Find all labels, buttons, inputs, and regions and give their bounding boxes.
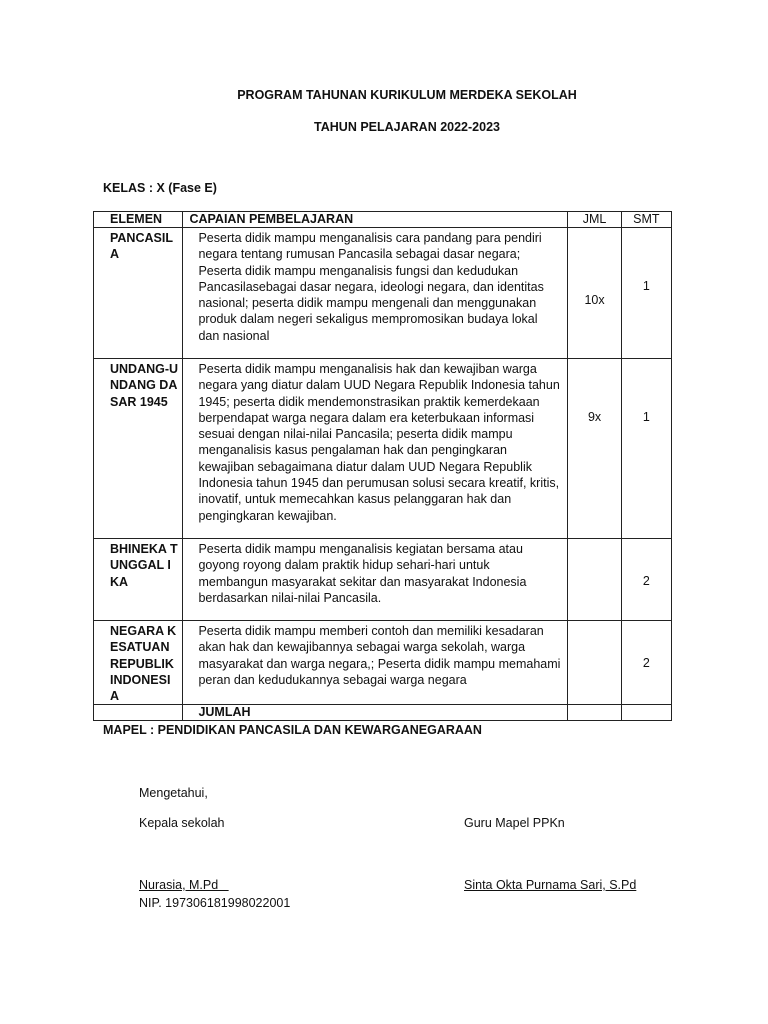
table-row [94, 621, 672, 705]
capaian-cell: Peserta didik mampu memberi contoh dan memiliki kesadaran akan hak dan kewajibannya sebagai warga sekolah, warga masyarakat dan warga negara,; Peserta didik mampu memahami peran dan kedudukannya sebagai warga negara [183, 621, 568, 705]
elemen-cell: BHINEKA TUNGGAL IKA [94, 539, 183, 621]
jml-cell [568, 621, 621, 705]
total-jml-cell [568, 705, 621, 721]
smt-cell: 1 [621, 228, 671, 359]
elemen-cell: PANCASILA [94, 228, 183, 359]
teacher-role: Guru Mapel PPKn [464, 816, 565, 830]
teacher-name: Sinta Okta Purnama Sari, S.Pd [464, 878, 637, 892]
header-smt: SMT [621, 212, 671, 228]
header-jml: JML [568, 212, 621, 228]
total-empty-cell [94, 705, 183, 721]
smt-cell: 1 [621, 359, 671, 539]
smt-cell: 2 [621, 621, 671, 705]
smt-cell: 2 [621, 539, 671, 621]
program-table [93, 211, 672, 721]
total-row [94, 705, 672, 721]
jml-cell: 9x [568, 359, 621, 539]
capaian-cell: Peserta didik mampu menganalisis hak dan kewajiban warga negara yang diatur dalam UUD Negara Republik Indonesia tahun 1945; peserta didik mendemonstrasikan praktik kemerdekaan berpendapat warga negara dalam era keterbukaan informasi sesuai dengan nilai-nilai Pancasila; peserta didik mampu menganalisis kasus pengalaman hak dan pengingkaran kewajiban sebagaimana diatur dalam UUD Negara Republik Indonesia tahun 1945 dan perumusan solusi secara kreatif, kritis, inovatif, untuk memecahkan kasus pelanggaran hak dan pengingkaran kewajiban. [183, 359, 568, 539]
total-label: JUMLAH [183, 705, 568, 721]
acknowledge-text: Mengetahui, [139, 786, 208, 800]
total-smt-cell [621, 705, 671, 721]
principal-nip: NIP. 197306181998022001 [139, 896, 291, 910]
document-title: PROGRAM TAHUNAN KURIKULUM MERDEKA SEKOLAH [237, 88, 577, 102]
header-elemen: ELEMEN [94, 212, 183, 228]
table-row [94, 359, 672, 539]
principal-name: Nurasia, M.Pd [139, 878, 229, 892]
elemen-cell: NEGARA KESATUAN REPUBLIK INDONESIA [94, 621, 183, 705]
header-capaian: CAPAIAN PEMBELAJARAN [183, 212, 568, 228]
academic-year: TAHUN PELAJARAN 2022-2023 [314, 120, 500, 134]
table-row [94, 539, 672, 621]
class-label: KELAS : X (Fase E) [103, 181, 217, 195]
elemen-cell: UNDANG-UNDANG DASAR 1945 [94, 359, 183, 539]
table-row [94, 228, 672, 359]
principal-role: Kepala sekolah [139, 816, 225, 830]
capaian-cell: Peserta didik mampu menganalisis kegiatan bersama atau goyong royong dalam praktik hidup sehari-hari untuk membangun masyarakat sekitar dan masyarakat Indonesia berdasarkan nilai-nilai Pancasila. [183, 539, 568, 621]
jml-cell [568, 539, 621, 621]
jml-cell: 10x [568, 228, 621, 359]
table-header-row [94, 212, 672, 228]
subject-label: MAPEL : PENDIDIKAN PANCASILA DAN KEWARGANEGARAAN [103, 723, 482, 737]
capaian-cell: Peserta didik mampu menganalisis cara pandang para pendiri negara tentang rumusan Pancasila sebagai dasar negara; Peserta didik mampu menganalisis fungsi dan kedudukan Pancasilasebagai dasar negara, ideologi negara, dan identitas nasional; peserta didik mampu mengenali dan menggunakan produk dalam negeri sekaligus mempromosikan budaya lokal dan nasional [183, 228, 568, 359]
